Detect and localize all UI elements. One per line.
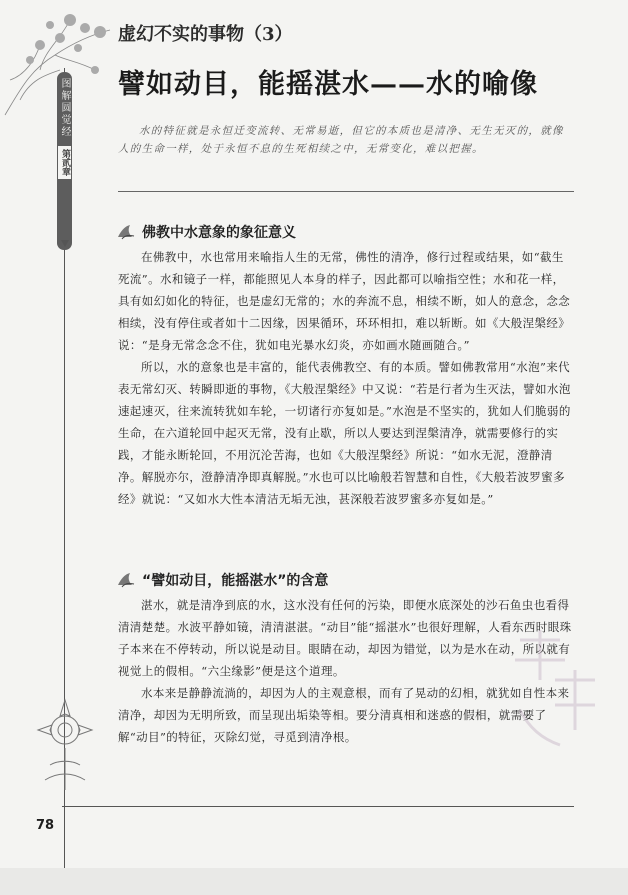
lotus-heading-icon [116, 223, 136, 241]
footer-divider [62, 806, 574, 807]
side-arrow-icon [61, 240, 69, 247]
section-1-body [118, 246, 574, 510]
lotus-heading-icon [116, 571, 136, 589]
section-heading-2 [116, 570, 328, 590]
section-heading-text: 佛教中水意象的象征意义 [142, 225, 296, 241]
watermark-icon [500, 620, 610, 770]
paragraph: 水本来是静静流淌的，却因为人的主观意根，而有了晃动的幻相，就犹如自性本来清净，却因为无明所致，而呈现出垢染等相。要分清真相和迷惑的假相，就需要了解“动目”的特征，灭除幻觉，寻觅到清净根。 [118, 686, 570, 744]
paragraph: 在佛教中，水也常用来喻指人生的无常，佛性的清净，修行过程或结果，如“截生死流”。水和镜子一样，都能照见人本身的样子，因此都可以喻指空性；水和花一样，具有如幻如化的特征，也是虚幻无常的；水的奔流不息，相续不断，如人的意念，念念相续，没有停住或者如十二因缘，因果循环，环环相扣，难以斩断。如《大般涅槃经》说：“是身无常念念不住，犹如电光暴水幻炎，亦如画水随画随合。” [118, 250, 571, 352]
page-number: 78 [36, 818, 55, 833]
lotus-ornament-icon [30, 690, 100, 800]
paragraph: 所以，水的意象也是丰富的，能代表佛教空、有的本质。譬如佛教常用“水泡”来代表无常幻灭、转瞬即逝的事物，《大般涅槃经》中又说：“若是行者为生灭法，譬如水泡速起速灭，往来流转犹如车轮，一切诸行亦复如是。”水泡是不坚实的，犹如人们脆弱的生命，在六道轮回中起灭无常，没有止歇，所以人要达到涅槃清净，就需要修行的实践，才能永断轮回，不用沉沦苦海，也如《大般涅槃经》所说：“如水无泥，澄静清净。解脱亦尔，澄静清净即真解脱。”水也可以比喻般若智慧和自性，《大般若波罗蜜多经》就说：“又如水大性本清洁无垢无浊，甚深般若波罗蜜多亦复如是。” [118, 360, 571, 506]
scan-edge [0, 868, 628, 895]
book-title: 图解圆觉经 [59, 78, 70, 138]
side-tab [57, 72, 72, 250]
intro-paragraph: 水的特征就是永恒迁变流转、无常易逝，但它的本质也是清净、无生无灭的，就像人的生命一样，处于永恒不息的生死相续之中，无常变化，难以把握。 [118, 125, 564, 155]
intro-divider [118, 191, 574, 192]
page-title: 譬如动目，能摇湛水——水的喻像 [118, 69, 538, 100]
page-subtitle: 虚幻不实的事物（3） [118, 24, 293, 45]
paragraph: 湛水，就是清净到底的水，这水没有任何的污染，即便水底深处的沙石鱼虫也看得清清楚楚。水波平静如镜，清清湛湛。“动目”能“摇湛水”也很好理解，人看东西时眼珠子本来在不停转动，所以说是动目。眼睛在动，却因为错觉，以为是水在动，所以就有视觉上的假相。“六尘缘影”便是这个道理。 [118, 598, 572, 678]
chapter-label: 第贰章 [58, 146, 71, 179]
section-heading-1 [116, 222, 296, 242]
section-heading-text: “譬如动目，能摇湛水”的含意 [142, 573, 329, 589]
